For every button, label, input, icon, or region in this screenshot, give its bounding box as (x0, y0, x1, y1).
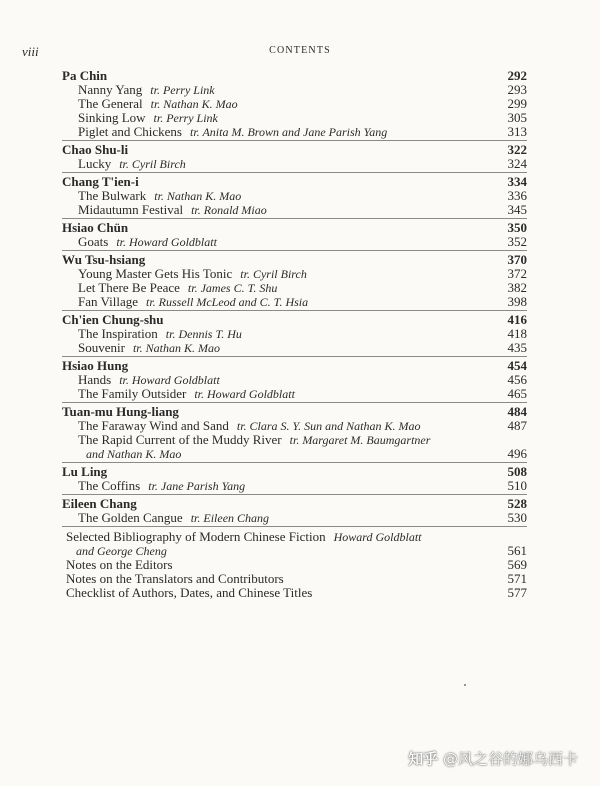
work-title: Hands (78, 372, 112, 387)
author-block-chang-tien-i (62, 172, 527, 217)
print-speck (464, 684, 466, 686)
back-matter-title: Notes on the Editors (66, 557, 173, 572)
author-page: 508 (507, 464, 527, 479)
work-title: Nanny Yang (78, 82, 143, 97)
work-row (62, 83, 527, 97)
work-row (62, 419, 527, 433)
work-row (62, 341, 527, 355)
work-page: 305 (507, 110, 527, 125)
work-row (62, 189, 527, 203)
table-of-contents (62, 67, 527, 600)
work-page: 299 (507, 96, 527, 111)
work-title: The General (78, 96, 143, 111)
translator: tr. Howard Goldblatt (119, 373, 220, 387)
work-row (62, 433, 527, 461)
work-row (62, 125, 527, 139)
work-title: Lucky (78, 156, 112, 171)
work-page: 398 (507, 294, 527, 309)
back-matter-page: 571 (507, 571, 527, 586)
work-row (62, 203, 527, 217)
author-name: Eileen Chang (62, 496, 137, 511)
translator: tr. Nathan K. Mao (154, 189, 242, 203)
work-title: Young Master Gets His Tonic (78, 266, 233, 281)
work-title: The Golden Cangue (78, 510, 183, 525)
back-matter-page: 577 (507, 585, 527, 600)
back-matter (62, 526, 527, 600)
author-name: Chao Shu-li (62, 142, 129, 157)
work-title: The Bulwark (78, 188, 147, 203)
work-row (62, 157, 527, 171)
work-page: 496 (507, 446, 527, 461)
work-page: 456 (507, 372, 527, 387)
back-matter-row (62, 586, 527, 600)
work-page: 435 (507, 340, 527, 355)
author-name: Hsiao Chün (62, 220, 129, 235)
translator: tr. Perry Link (153, 111, 218, 125)
work-title: The Rapid Current of the Muddy River (78, 432, 282, 447)
translator: tr. Howard Goldblatt (116, 235, 217, 249)
work-title: Souvenir (78, 340, 125, 355)
work-page: 352 (507, 234, 527, 249)
work-page: 336 (507, 188, 527, 203)
author-block-lu-ling (62, 462, 527, 493)
work-row (62, 373, 527, 387)
watermark (408, 748, 578, 769)
translator: tr. Howard Goldblatt (194, 387, 295, 401)
author-block-hsiao-chun (62, 218, 527, 249)
back-matter-row (62, 558, 527, 572)
back-matter-page: 569 (507, 557, 527, 572)
translator: tr. James C. T. Shu (187, 281, 278, 295)
work-row (62, 111, 527, 125)
work-page: 313 (507, 124, 527, 139)
author-page: 484 (507, 404, 527, 419)
author-page: 334 (507, 174, 527, 189)
translator: tr. Margaret M. Baumgartner (289, 433, 431, 447)
author-block-wu-tsu-hsiang (62, 250, 527, 309)
work-page: 465 (507, 386, 527, 401)
author-row (62, 174, 527, 189)
translator: tr. Nathan K. Mao (132, 341, 220, 355)
work-page: 418 (507, 326, 527, 341)
author-name: Hsiao Hung (62, 358, 129, 373)
author-page: 322 (507, 142, 527, 157)
author-row (62, 358, 527, 373)
work-page: 382 (507, 280, 527, 295)
translator: tr. Dennis T. Hu (165, 327, 242, 341)
work-page: 345 (507, 202, 527, 217)
translator: tr. Perry Link (150, 83, 215, 97)
translator: tr. Cyril Birch (240, 267, 307, 281)
author-block-chien-chung-shu (62, 310, 527, 355)
translator: tr. Ronald Miao (191, 203, 267, 217)
author-name: Chang T'ien-i (62, 174, 139, 189)
author-row (62, 220, 527, 235)
zhihu-logo: 知乎 (408, 750, 439, 768)
work-row (62, 267, 527, 281)
work-page: 293 (507, 82, 527, 97)
contributor-continued: and George Cheng (76, 544, 167, 558)
author-row (62, 142, 527, 157)
work-row (62, 327, 527, 341)
back-matter-title: Checklist of Authors, Dates, and Chinese Titles (66, 585, 313, 600)
work-title: The Family Outsider (78, 386, 187, 401)
author-block-eileen-chang (62, 494, 527, 525)
author-page: 350 (507, 220, 527, 235)
author-page: 454 (507, 358, 527, 373)
back-matter-title: Selected Bibliography of Modern Chinese Fiction (66, 529, 326, 544)
author-row (62, 312, 527, 327)
author-name: Pa Chin (62, 68, 108, 83)
work-row (62, 387, 527, 401)
author-name: Lu Ling (62, 464, 108, 479)
author-page: 292 (507, 68, 527, 83)
back-matter-title: Notes on the Translators and Contributors (66, 571, 284, 586)
work-page: 510 (507, 478, 527, 493)
work-row (62, 295, 527, 309)
translator: tr. Anita M. Brown and Jane Parish Yang (190, 125, 388, 139)
author-block-pa-chin (62, 67, 527, 139)
work-title: Fan Village (78, 294, 138, 309)
author-page: 528 (507, 496, 527, 511)
translator: tr. Cyril Birch (119, 157, 186, 171)
author-row (62, 464, 527, 479)
work-row (62, 281, 527, 295)
translator: tr. Russell McLeod and C. T. Hsia (146, 295, 309, 309)
author-row (62, 252, 527, 267)
work-title: Piglet and Chickens (78, 124, 182, 139)
contributor: Howard Goldblatt (333, 530, 422, 544)
author-block-chao-shu-li (62, 140, 527, 171)
work-page: 487 (507, 418, 527, 433)
work-page: 372 (507, 266, 527, 281)
author-block-hsiao-hung (62, 356, 527, 401)
page-number: viii (22, 44, 39, 59)
author-row (62, 404, 527, 419)
translator-continued: and Nathan K. Mao (86, 447, 182, 461)
translator: tr. Eileen Chang (190, 511, 270, 525)
author-page: 370 (507, 252, 527, 267)
work-title: Let There Be Peace (78, 280, 180, 295)
back-matter-page: 561 (507, 543, 527, 558)
work-row (62, 235, 527, 249)
back-matter-row (62, 572, 527, 586)
author-row (62, 496, 527, 511)
translator: tr. Jane Parish Yang (148, 479, 246, 493)
work-title: The Inspiration (78, 326, 158, 341)
author-name: Tuan-mu Hung-liang (62, 404, 179, 419)
back-matter-row (62, 530, 527, 558)
work-title: Goats (78, 234, 109, 249)
author-page: 416 (507, 312, 527, 327)
work-row (62, 479, 527, 493)
work-title: Midautumn Festival (78, 202, 184, 217)
work-title: Sinking Low (78, 110, 146, 125)
watermark-handle: @风之谷的娜乌西卡 (442, 750, 578, 768)
author-name: Wu Tsu-hsiang (62, 252, 146, 267)
author-block-tuan-mu-hung-liang (62, 402, 527, 461)
work-row (62, 511, 527, 525)
work-page: 324 (507, 156, 527, 171)
translator: tr. Nathan K. Mao (150, 97, 238, 111)
translator: tr. Clara S. Y. Sun and Nathan K. Mao (236, 419, 421, 433)
work-title: The Coffins (78, 478, 141, 493)
running-title: CONTENTS (269, 45, 331, 56)
work-title: The Faraway Wind and Sand (78, 418, 229, 433)
author-name: Ch'ien Chung-shu (62, 312, 164, 327)
author-row (62, 68, 527, 83)
work-page: 530 (507, 510, 527, 525)
work-row (62, 97, 527, 111)
